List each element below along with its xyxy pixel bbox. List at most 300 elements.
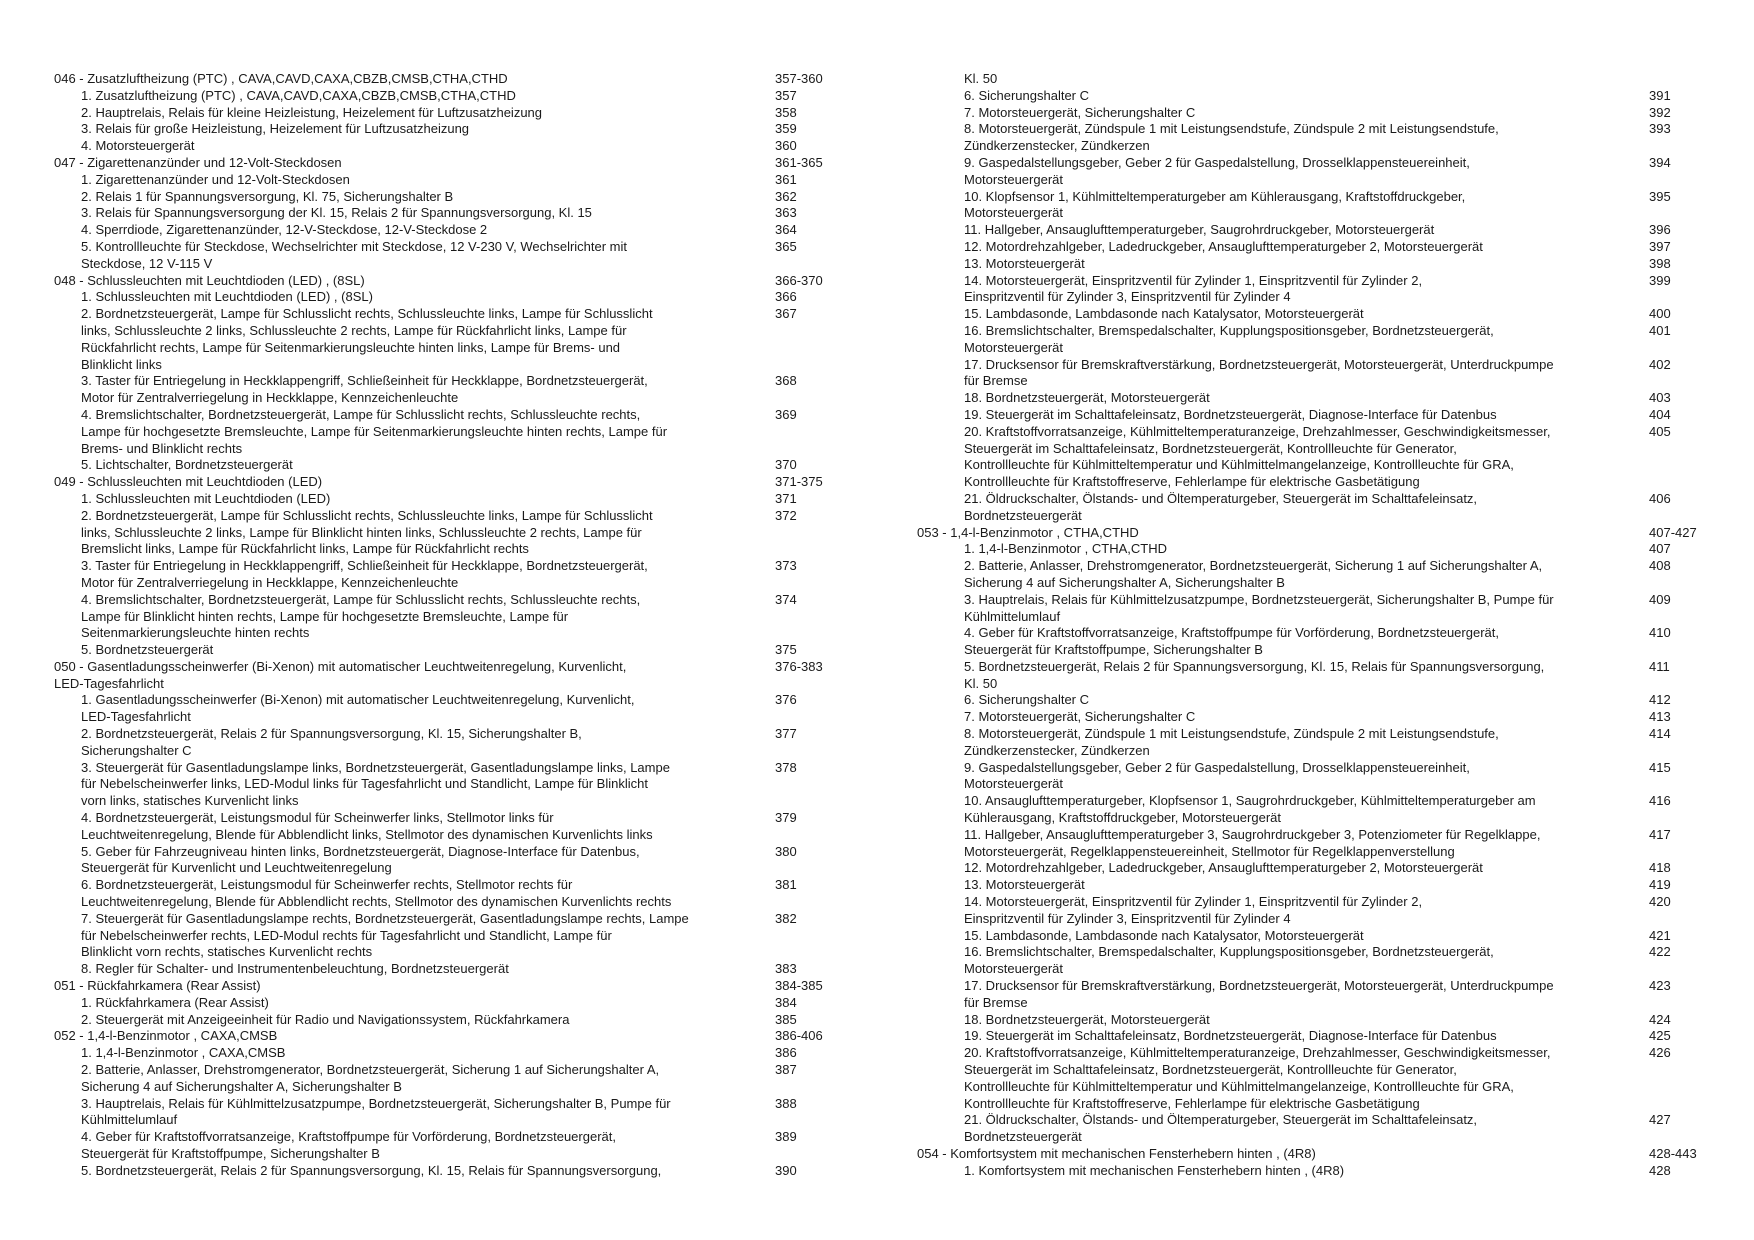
index-page-number: 391: [1649, 87, 1671, 103]
index-entry-row: [54, 844, 844, 861]
index-entry-text: 13. Motorsteuergerät: [964, 255, 1085, 271]
index-page-number: 376-383: [775, 658, 823, 674]
index-section-row: [54, 978, 844, 995]
index-entry-row: [54, 222, 844, 239]
index-entry-row: [937, 726, 1717, 743]
index-entry-row: [54, 189, 844, 206]
index-entry-text: Motor für Zentralverriegelung in Heckklappe, Kennzeichenleuchte: [81, 574, 459, 590]
index-page-number: 395: [1649, 188, 1671, 204]
index-page-number: 427: [1649, 1112, 1671, 1128]
index-entry-text: 7. Steuergerät für Gasentladungslampe rechts, Bordnetzsteuergerät, Gasentladungslampe rechts, Lampe: [81, 910, 689, 926]
index-page-number: 371: [775, 490, 797, 506]
index-page-number: 416: [1649, 793, 1671, 809]
index-page-number: 404: [1649, 406, 1671, 422]
index-entry-text: 2. Bordnetzsteuergerät, Lampe für Schlusslicht rechts, Schlussleuchte links, Lampe für Schlusslicht: [81, 306, 653, 322]
index-entry-text: Bordnetzsteuergerät: [964, 1129, 1082, 1145]
index-entry-text: 12. Motordrehzahlgeber, Ladedruckgeber, Ansauglufttemperaturgeber 2, Motorsteuergerät: [964, 860, 1483, 876]
index-continuation-row: [937, 1062, 1717, 1079]
index-page-number: 361: [775, 171, 797, 187]
index-entry-text: Motorsteuergerät: [964, 339, 1063, 355]
index-page-number: 374: [775, 591, 797, 607]
index-continuation-row: [937, 844, 1717, 861]
index-continuation-row: [937, 172, 1717, 189]
index-continuation-row: [54, 928, 844, 945]
index-entry-text: 7. Motorsteuergerät, Sicherungshalter C: [964, 104, 1196, 120]
index-page-number: 400: [1649, 306, 1671, 322]
index-continuation-row: [937, 995, 1717, 1012]
index-continuation-row: [54, 1112, 844, 1129]
index-entry-text: 7. Motorsteuergerät, Sicherungshalter C: [964, 709, 1196, 725]
index-entry-text: Motor für Zentralverriegelung in Heckklappe, Kennzeichenleuchte: [81, 390, 459, 406]
index-page-number: 386: [775, 1045, 797, 1061]
index-entry-row: [937, 592, 1717, 609]
index-page-number: 364: [775, 222, 797, 238]
index-entry-text: 10. Ansauglufttemperaturgeber, Klopfsensor 1, Saugrohrdruckgeber, Kühlmitteltemperaturgeber am: [964, 793, 1536, 809]
index-entry-text: 8. Motorsteuergerät, Zündspule 1 mit Leistungsendstufe, Zündspule 2 mit Leistungsendstufe,: [964, 121, 1499, 137]
index-continuation-row: [937, 205, 1717, 222]
index-entry-text: Motorsteuergerät: [964, 776, 1063, 792]
index-entry-row: [54, 692, 844, 709]
index-entry-row: [54, 138, 844, 155]
index-entry-text: 2. Batterie, Anlasser, Drehstromgenerator, Bordnetzsteuergerät, Sicherung 1 auf Sicherungshalter A,: [81, 1062, 660, 1078]
index-entry-text: 1. Schlussleuchten mit Leuchtdioden (LED): [81, 490, 331, 506]
index-entry-row: [937, 1012, 1717, 1029]
index-page-number: 396: [1649, 222, 1671, 238]
index-entry-row: [54, 642, 844, 659]
index-page-number: 405: [1649, 423, 1671, 439]
index-continuation-row: [937, 609, 1717, 626]
index-entry-text: Motorsteuergerät: [964, 205, 1063, 221]
index-continuation-row: [937, 457, 1717, 474]
index-entry-row: [54, 105, 844, 122]
index-page-number: 418: [1649, 860, 1671, 876]
index-entry-text: 16. Bremslichtschalter, Bremspedalschalter, Kupplungspositionsgeber, Bordnetzsteuergerät,: [964, 322, 1494, 338]
index-entry-row: [54, 457, 844, 474]
index-entry-text: 3. Hauptrelais, Relais für Kühlmittelzusatzpumpe, Bordnetzsteuergerät, Sicherungshalter B, Pumpe für: [964, 591, 1554, 607]
index-continuation-row: [54, 575, 844, 592]
index-page-number: 380: [775, 843, 797, 859]
index-entry-row: [54, 508, 844, 525]
index-entry-text: Steuergerät im Schalttafeleinsatz, Bordnetzsteuergerät, Kontrollleuchte für Generator,: [964, 1062, 1457, 1078]
index-entry-text: 14. Motorsteuergerät, Einspritzventil für Zylinder 1, Einspritzventil für Zylinder 2,: [964, 894, 1423, 910]
index-entry-text: 1. Gasentladungsscheinwerfer (Bi-Xenon) mit automatischer Leuchtweitenregelung, Kurvenlicht,: [81, 692, 635, 708]
index-entry-row: [937, 256, 1717, 273]
index-continuation-row: [937, 71, 1717, 88]
index-entry-row: [937, 860, 1717, 877]
index-entry-text: Steuergerät für Kraftstoffpumpe, Sicherungshalter B: [81, 1146, 380, 1161]
index-entry-text: Einspritzventil für Zylinder 3, Einspritzventil für Zylinder 4: [964, 910, 1291, 926]
index-entry-text: 2. Steuergerät mit Anzeigeeinheit für Radio und Navigationssystem, Rückfahrkamera: [81, 1011, 570, 1027]
index-entry-text: 5. Kontrollleuchte für Steckdose, Wechselrichter mit Steckdose, 12 V-230 V, Wechselrichter mit: [81, 238, 628, 254]
index-entry-text: 16. Bremslichtschalter, Bremspedalschalter, Kupplungspositionsgeber, Bordnetzsteuergerät,: [964, 944, 1494, 960]
index-section-row: [54, 1028, 844, 1045]
index-entry-text: 1. Rückfahrkamera (Rear Assist): [81, 994, 269, 1010]
index-page-number: 421: [1649, 927, 1671, 943]
index-entry-text: Zündkerzenstecker, Zündkerzen: [964, 742, 1150, 758]
index-entry-text: 5. Bordnetzsteuergerät: [81, 642, 214, 658]
index-page-number: 415: [1649, 759, 1671, 775]
index-entry-row: [54, 289, 844, 306]
index-entry-row: [937, 239, 1717, 256]
index-entry-text: 2. Bordnetzsteuergerät, Relais 2 für Spannungsversorgung, Kl. 15, Sicherungshalter B,: [81, 726, 582, 742]
index-entry-text: links, Schlussleuchte 2 links, Lampe für Blinklicht hinten links, Schlussleuchte 2 rechts, Lampe für: [81, 524, 642, 540]
index-continuation-row: [937, 642, 1717, 659]
index-section-row: [54, 659, 844, 676]
index-continuation-row: [937, 676, 1717, 693]
index-entry-text: 5. Bordnetzsteuergerät, Relais 2 für Spannungsversorgung, Kl. 15, Relais für Spannungsversorgung,: [81, 1162, 662, 1178]
index-page-number: 390: [775, 1162, 797, 1178]
index-entry-text: 3. Taster für Entriegelung in Heckklappengriff, Schließeinheit für Heckklappe, Bordnetzsteuergerät,: [81, 373, 648, 389]
index-entry-row: [54, 1096, 844, 1113]
index-entry-text: 21. Öldruckschalter, Ölstands- und Öltemperaturgeber, Steuergerät im Schalttafeleinsatz,: [964, 1112, 1478, 1128]
index-entry-text: Blinklicht vorn rechts, statisches Kurvenlicht rechts: [81, 944, 373, 960]
index-entry-text: 6. Sicherungshalter C: [964, 692, 1090, 708]
index-entry-text: für Nebelscheinwerfer links, LED-Modul links für Tagesfahrlicht und Standlicht, Lampe für Blinklicht: [81, 776, 648, 792]
index-entry-row: [937, 709, 1717, 726]
index-page-number: 372: [775, 507, 797, 523]
index-entry-text: Kontrollleuchte für Kraftstoffreserve, Fehlerlampe für elektrische Gasbetätigung: [964, 474, 1420, 490]
index-page-number: 358: [775, 104, 797, 120]
index-entry-text: 17. Drucksensor für Bremskraftverstärkung, Bordnetzsteuergerät, Motorsteuergerät, Unterdruckpumpe: [964, 978, 1554, 994]
index-continuation-row: [937, 575, 1717, 592]
index-entry-text: 12. Motordrehzahlgeber, Ladedruckgeber, Ansauglufttemperaturgeber 2, Motorsteuergerät: [964, 238, 1483, 254]
index-entry-text: 2. Batterie, Anlasser, Drehstromgenerator, Bordnetzsteuergerät, Sicherung 1 auf Sicherungshalter A,: [964, 558, 1543, 574]
index-page-number: 394: [1649, 154, 1671, 170]
index-entry-row: [54, 911, 844, 928]
index-entry-row: [937, 1163, 1717, 1180]
index-entry-text: 8. Regler für Schalter- und Instrumentenbeleuchtung, Bordnetzsteuergerät: [81, 961, 509, 977]
index-entry-text: Steuergerät für Kurvenlicht und Leuchtweitenregelung: [81, 860, 392, 876]
index-entry-text: 19. Steuergerät im Schalttafeleinsatz, Bordnetzsteuergerät, Diagnose-Interface für Datenbus: [964, 406, 1497, 422]
index-entry-text: Kühlmittelumlauf: [81, 1112, 178, 1128]
index-entry-text: 14. Motorsteuergerät, Einspritzventil für Zylinder 1, Einspritzventil für Zylinder 2,: [964, 272, 1423, 288]
index-continuation-row: [54, 860, 844, 877]
index-entry-text: 13. Motorsteuergerät: [964, 877, 1085, 893]
index-entry-row: [937, 424, 1717, 441]
index-entry-text: Sicherungshalter C: [81, 742, 192, 758]
index-entry-text: Sicherung 4 auf Sicherungshalter A, Sicherungshalter B: [964, 574, 1285, 590]
index-page-number: 367: [775, 306, 797, 322]
index-entry-text: Seitenmarkierungsleuchte hinten rechts: [81, 625, 310, 641]
index-entry-text: 17. Drucksensor für Bremskraftverstärkung, Bordnetzsteuergerät, Motorsteuergerät, Unterdruckpumpe: [964, 356, 1554, 372]
index-entry-text: Kontrollleuchte für Kühlmitteltemperatur und Kühlmittelmangelanzeige, Kontrollleuchte für GRA,: [964, 1078, 1514, 1094]
index-entry-text: Bremslicht links, Lampe für Rückfahrlicht links, Lampe für Rückfahrlicht rechts: [81, 541, 529, 557]
index-entry-row: [937, 121, 1717, 138]
index-entry-row: [54, 205, 844, 222]
index-entry-text: 2. Relais 1 für Spannungsversorgung, Kl. 75, Sicherungshalter B: [81, 188, 454, 204]
index-entry-text: vorn links, statisches Kurvenlicht links: [81, 793, 299, 809]
index-entry-text: 1. Komfortsystem mit mechanischen Fensterhebern hinten , (4R8): [964, 1162, 1345, 1178]
index-entry-row: [54, 407, 844, 424]
index-entry-text: Kühlmittelumlauf: [964, 608, 1061, 624]
index-page-number: 423: [1649, 978, 1671, 994]
index-page-number: 384: [775, 994, 797, 1010]
index-page-number: 425: [1649, 1028, 1671, 1044]
index-page-number: 412: [1649, 692, 1671, 708]
index-page-number: 386-406: [775, 1028, 823, 1044]
index-entry-row: [54, 961, 844, 978]
index-entry-row: [937, 1045, 1717, 1062]
index-continuation-row: [937, 373, 1717, 390]
index-entry-text: 3. Steuergerät für Gasentladungslampe links, Bordnetzsteuergerät, Gasentladungslampe links, Lampe: [81, 759, 670, 775]
index-page-number: 402: [1649, 356, 1671, 372]
index-continuation-row: [54, 441, 844, 458]
index-continuation-row: [937, 1129, 1717, 1146]
index-entry-text: 5. Lichtschalter, Bordnetzsteuergerät: [81, 457, 293, 473]
index-entry-text: Leuchtweitenregelung, Blende für Abblendlicht rechts, Stellmotor des dynamischen Kurvenlichts rechts: [81, 894, 672, 910]
index-entry-text: Kontrollleuchte für Kraftstoffreserve, Fehlerlampe für elektrische Gasbetätigung: [964, 1095, 1420, 1111]
index-entry-text: Kontrollleuchte für Kühlmitteltemperatur und Kühlmittelmangelanzeige, Kontrollleuchte für GRA,: [964, 457, 1514, 473]
index-entry-row: [937, 189, 1717, 206]
index-page-number: 387: [775, 1062, 797, 1078]
index-continuation-row: [54, 894, 844, 911]
index-continuation-row: [54, 525, 844, 542]
index-continuation-row: [937, 508, 1717, 525]
index-continuation-row: [937, 474, 1717, 491]
index-section-row: [54, 71, 844, 88]
index-page-number: 393: [1649, 121, 1671, 137]
index-page-number: 360: [775, 138, 797, 154]
index-page-number: 365: [775, 238, 797, 254]
index-entry-row: [54, 373, 844, 390]
index-continuation-row: [937, 1096, 1717, 1113]
index-entry-text: 050 - Gasentladungsscheinwerfer (Bi-Xenon) mit automatischer Leuchtweitenregelung, Kurvenlicht,: [54, 658, 627, 674]
index-entry-row: [937, 877, 1717, 894]
index-entry-row: [54, 306, 844, 323]
index-page-number: 426: [1649, 1045, 1671, 1061]
index-entry-text: Kl. 50: [964, 675, 998, 691]
index-entry-row: [937, 625, 1717, 642]
index-entry-text: LED-Tagesfahrlicht: [81, 709, 191, 725]
index-column-right: [917, 71, 1717, 1180]
index-page-number: 385: [775, 1011, 797, 1027]
index-entry-text: Steuergerät für Kraftstoffpumpe, Sicherungshalter B: [964, 642, 1263, 658]
index-entry-text: 10. Klopfsensor 1, Kühlmitteltemperaturgeber am Kühlerausgang, Kraftstoffdruckgeber,: [964, 188, 1466, 204]
index-continuation-row: [937, 340, 1717, 357]
index-entry-row: [937, 155, 1717, 172]
index-entry-text: 9. Gaspedalstellungsgeber, Geber 2 für Gaspedalstellung, Drosselklappensteuereinheit,: [964, 759, 1470, 775]
index-entry-text: 15. Lambdasonde, Lambdasonde nach Katalysator, Motorsteuergerät: [964, 306, 1364, 322]
index-entry-text: 049 - Schlussleuchten mit Leuchtdioden (LED): [54, 474, 323, 490]
index-page-number: 370: [775, 457, 797, 473]
index-entry-row: [54, 995, 844, 1012]
index-entry-text: 3. Relais für Spannungsversorgung der Kl. 15, Relais 2 für Spannungsversorgung, Kl. 15: [81, 205, 592, 221]
index-page-number: 359: [775, 121, 797, 137]
index-entry-row: [937, 1112, 1717, 1129]
index-entry-row: [937, 1028, 1717, 1045]
index-page-number: 424: [1649, 1011, 1671, 1027]
index-entry-row: [937, 357, 1717, 374]
index-entry-row: [54, 1012, 844, 1029]
index-entry-text: 3. Taster für Entriegelung in Heckklappengriff, Schließeinheit für Heckklappe, Bordnetzsteuergerät,: [81, 558, 648, 574]
index-page-number: 403: [1649, 390, 1671, 406]
index-page-number: 428-443: [1649, 1146, 1697, 1161]
index-entry-row: [54, 491, 844, 508]
index-entry-row: [937, 793, 1717, 810]
index-entry-row: [937, 273, 1717, 290]
index-entry-text: Motorsteuergerät, Regelklappensteuereinheit, Stellmotor für Regelklappenverstellung: [964, 843, 1455, 859]
index-entry-text: Blinklicht links: [81, 356, 162, 372]
index-entry-text: 4. Sperrdiode, Zigarettenanzünder, 12-V-Steckdose, 12-V-Steckdose 2: [81, 222, 488, 238]
index-entry-text: 5. Geber für Fahrzeugniveau hinten links, Bordnetzsteuergerät, Diagnose-Interface für Datenbus,: [81, 843, 640, 859]
index-entry-row: [54, 726, 844, 743]
index-entry-row: [54, 88, 844, 105]
index-continuation-row: [54, 743, 844, 760]
index-entry-text: 048 - Schlussleuchten mit Leuchtdioden (LED) , (8SL): [54, 272, 365, 288]
index-page-number: 377: [775, 726, 797, 742]
index-entry-text: 3. Hauptrelais, Relais für Kühlmittelzusatzpumpe, Bordnetzsteuergerät, Sicherungshalter B, Pumpe für: [81, 1095, 671, 1111]
index-section-row: [917, 525, 1717, 542]
index-continuation-row: [54, 424, 844, 441]
index-page-number: 382: [775, 910, 797, 926]
index-continuation-row: [54, 776, 844, 793]
index-continuation-row: [54, 944, 844, 961]
index-entry-text: 15. Lambdasonde, Lambdasonde nach Katalysator, Motorsteuergerät: [964, 927, 1364, 943]
index-entry-text: 1. Schlussleuchten mit Leuchtdioden (LED) , (8SL): [81, 289, 373, 305]
index-page-number: 398: [1649, 255, 1671, 271]
index-entry-text: 6. Sicherungshalter C: [964, 87, 1090, 103]
index-continuation-row: [54, 793, 844, 810]
index-entry-row: [937, 390, 1717, 407]
index-entry-text: Kl. 50: [964, 71, 998, 86]
index-page-number: 392: [1649, 104, 1671, 120]
index-page-number: 407: [1649, 541, 1671, 557]
index-continuation-row: [54, 256, 844, 273]
index-column-left: [54, 71, 844, 1180]
index-entry-text: für Nebelscheinwerfer rechts, LED-Modul rechts für Tagesfahrlicht und Standlicht, Lampe für: [81, 927, 612, 943]
index-entry-text: 4. Bremslichtschalter, Bordnetzsteuergerät, Lampe für Schlusslicht rechts, Schlussleuchte rechts,: [81, 406, 641, 422]
index-page-number: 407-427: [1649, 524, 1697, 540]
index-page-number: 373: [775, 558, 797, 574]
index-continuation-row: [54, 390, 844, 407]
index-entry-text: 11. Hallgeber, Ansauglufttemperaturgeber 3, Saugrohrdruckgeber 3, Potenziometer für Regelklappe,: [964, 826, 1541, 842]
index-page-number: 383: [775, 961, 797, 977]
index-entry-text: 8. Motorsteuergerät, Zündspule 1 mit Leistungsendstufe, Zündspule 2 mit Leistungsendstufe,: [964, 726, 1499, 742]
index-entry-text: 3. Relais für große Heizleistung, Heizelement für Luftzusatzheizung: [81, 121, 470, 137]
index-page-number: 420: [1649, 894, 1671, 910]
index-entry-row: [54, 1129, 844, 1146]
index-entry-row: [937, 541, 1717, 558]
index-entry-row: [54, 121, 844, 138]
index-entry-text: 053 - 1,4-l-Benzinmotor , CTHA,CTHD: [917, 524, 1139, 540]
index-page-number: 362: [775, 188, 797, 204]
index-entry-row: [937, 558, 1717, 575]
index-continuation-row: [54, 609, 844, 626]
index-entry-row: [937, 222, 1717, 239]
index-continuation-row: [54, 323, 844, 340]
index-entry-text: Kühlerausgang, Kraftstoffdruckgeber, Motorsteuergerät: [964, 810, 1282, 826]
index-continuation-row: [54, 827, 844, 844]
index-entry-row: [937, 659, 1717, 676]
index-entry-row: [937, 491, 1717, 508]
index-page-number: 422: [1649, 944, 1671, 960]
index-page-number: 361-365: [775, 154, 823, 170]
index-entry-row: [937, 928, 1717, 945]
index-entry-text: 5. Bordnetzsteuergerät, Relais 2 für Spannungsversorgung, Kl. 15, Relais für Spannungsversorgung,: [964, 658, 1545, 674]
index-entry-text: Steuergerät im Schalttafeleinsatz, Bordnetzsteuergerät, Kontrollleuchte für Generator,: [964, 440, 1457, 456]
index-entry-text: Brems- und Blinklicht rechts: [81, 440, 243, 456]
index-entry-row: [54, 558, 844, 575]
index-page-number: 366-370: [775, 272, 823, 288]
index-section-row: [54, 676, 844, 693]
index-continuation-row: [937, 911, 1717, 928]
index-entry-text: Lampe für Blinklicht hinten rechts, Lampe für hochgesetzte Bremsleuchte, Lampe für: [81, 608, 569, 624]
index-continuation-row: [54, 1146, 844, 1163]
index-entry-text: 20. Kraftstoffvorratsanzeige, Kühlmitteltemperaturanzeige, Drehzahlmesser, Geschwindigkeitsmesser,: [964, 1045, 1551, 1061]
index-entry-row: [54, 1045, 844, 1062]
index-page-number: 397: [1649, 238, 1671, 254]
index-entry-row: [937, 105, 1717, 122]
index-entry-text: LED-Tagesfahrlicht: [54, 675, 164, 691]
index-entry-text: 051 - Rückfahrkamera (Rear Assist): [54, 978, 261, 994]
index-page-number: 381: [775, 877, 797, 893]
index-entry-row: [54, 877, 844, 894]
index-entry-row: [937, 407, 1717, 424]
index-continuation-row: [54, 1079, 844, 1096]
index-entry-text: Motorsteuergerät: [964, 171, 1063, 187]
index-continuation-row: [937, 1079, 1717, 1096]
index-page-number: 366: [775, 289, 797, 305]
index-page-number: 357-360: [775, 71, 823, 86]
index-entry-text: 18. Bordnetzsteuergerät, Motorsteuergerät: [964, 390, 1210, 406]
index-entry-text: 21. Öldruckschalter, Ölstands- und Öltemperaturgeber, Steuergerät im Schalttafeleinsatz,: [964, 490, 1478, 506]
index-page-number: 389: [775, 1129, 797, 1145]
index-continuation-row: [937, 776, 1717, 793]
index-entry-text: links, Schlussleuchte 2 links, Schlussleuchte 2 rechts, Lampe für Rückfahrlicht links, Lampe für: [81, 322, 627, 338]
index-entry-text: 20. Kraftstoffvorratsanzeige, Kühlmitteltemperaturanzeige, Drehzahlmesser, Geschwindigkeitsmesser,: [964, 423, 1551, 439]
index-entry-row: [54, 760, 844, 777]
index-entry-text: für Bremse: [964, 994, 1028, 1010]
index-section-row: [917, 1146, 1717, 1163]
index-continuation-row: [54, 625, 844, 642]
index-page-number: 406: [1649, 490, 1671, 506]
index-entry-row: [54, 592, 844, 609]
index-section-row: [54, 273, 844, 290]
index-page-number: 379: [775, 810, 797, 826]
index-page-number: 417: [1649, 826, 1671, 842]
index-continuation-row: [54, 709, 844, 726]
index-entry-row: [54, 172, 844, 189]
index-page-number: 388: [775, 1095, 797, 1111]
index-entry-row: [937, 894, 1717, 911]
index-entry-text: 047 - Zigarettenanzünder und 12-Volt-Steckdosen: [54, 154, 342, 170]
index-entry-text: 4. Motorsteuergerät: [81, 138, 195, 154]
index-entry-text: 19. Steuergerät im Schalttafeleinsatz, Bordnetzsteuergerät, Diagnose-Interface für Datenbus: [964, 1028, 1497, 1044]
index-entry-text: 6. Bordnetzsteuergerät, Leistungsmodul für Scheinwerfer rechts, Stellmotor rechts für: [81, 877, 573, 893]
index-page-number: 376: [775, 692, 797, 708]
index-continuation-row: [54, 357, 844, 374]
index-entry-row: [54, 810, 844, 827]
index-page-number: 419: [1649, 877, 1671, 893]
index-page-number: 371-375: [775, 474, 823, 490]
index-entry-text: 4. Geber für Kraftstoffvorratsanzeige, Kraftstoffpumpe für Vorförderung, Bordnetzsteuergerät,: [81, 1129, 616, 1145]
index-page-number: 428: [1649, 1162, 1671, 1178]
index-page-number: 399: [1649, 272, 1671, 288]
index-entry-text: 4. Geber für Kraftstoffvorratsanzeige, Kraftstoffpumpe für Vorförderung, Bordnetzsteuergerät,: [964, 625, 1499, 641]
index-entry-text: 2. Hauptrelais, Relais für kleine Heizleistung, Heizelement für Luftzusatzheizung: [81, 104, 543, 120]
index-page-number: 411: [1649, 658, 1670, 674]
index-page-number: 384-385: [775, 978, 823, 994]
index-entry-row: [54, 239, 844, 256]
index-entry-text: 1. 1,4-l-Benzinmotor , CTHA,CTHD: [964, 541, 1167, 557]
index-continuation-row: [54, 340, 844, 357]
index-entry-text: Sicherung 4 auf Sicherungshalter A, Sicherungshalter B: [81, 1078, 402, 1094]
index-entry-row: [937, 88, 1717, 105]
index-continuation-row: [937, 961, 1717, 978]
index-page-number: 357: [775, 87, 797, 103]
index-entry-text: für Bremse: [964, 373, 1028, 389]
index-entry-row: [937, 760, 1717, 777]
